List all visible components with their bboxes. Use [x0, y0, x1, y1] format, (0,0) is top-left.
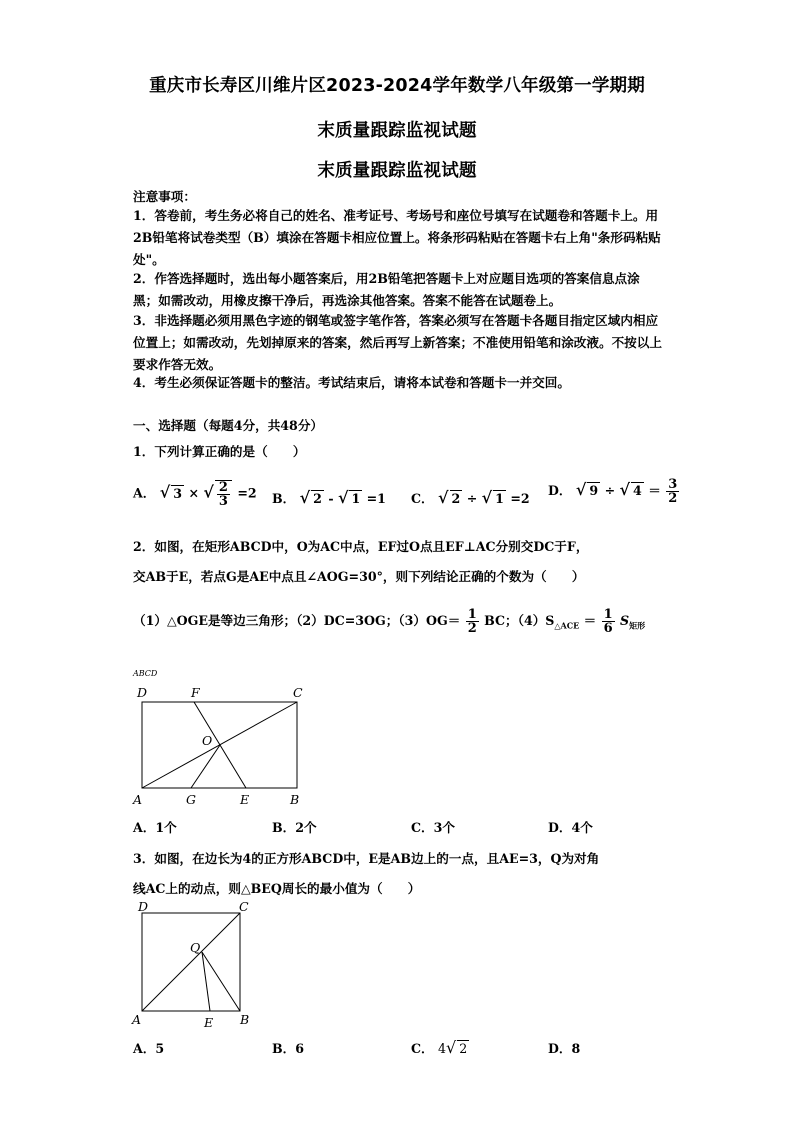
q3-c-value: 4: [438, 1041, 447, 1056]
q3-label-d: D: [138, 899, 149, 914]
q3-segment-qe: [202, 952, 210, 1011]
q1-d-den: 2: [668, 491, 678, 506]
q1-c-r2: 1: [495, 491, 504, 506]
q2-option-a[interactable]: A．1个: [133, 820, 177, 835]
q1-d-div: ÷: [604, 483, 616, 498]
q1-a-label: A．: [133, 485, 156, 501]
q1-c-div: ÷: [466, 491, 478, 506]
q3-c-radicand: 2: [459, 1041, 468, 1056]
q2-c2-sub2: 矩形: [629, 620, 646, 631]
q1-a-radicand: 3: [173, 485, 183, 501]
q3-option-c[interactable]: C． 4√ 2: [411, 1038, 468, 1057]
notice-heading: 注意事项：: [133, 189, 196, 204]
q3-figure: [130, 898, 260, 1033]
q1-b-r1: 2: [313, 491, 322, 506]
section-heading: 一、选择题（每题4分，共48分）: [133, 418, 324, 433]
q1-b-result: =1: [366, 491, 386, 506]
q2-segment-og: [191, 745, 220, 788]
q2-conclusion-1-3: （1）△OGE是等边三角形；（2）DC=3OG；（3）OG＝: [133, 613, 461, 628]
q1-d-eq: ＝: [648, 483, 661, 498]
q2-label-d: D: [137, 685, 148, 700]
q2-label-c: C: [293, 685, 303, 700]
q1-c-label: C．: [411, 491, 434, 506]
q2-label-e: E: [240, 792, 250, 807]
q3-segment-qb: [202, 952, 240, 1011]
q1-a-result: =2: [237, 485, 257, 501]
q3-diagonal-ac: [142, 913, 240, 1011]
q1-d-label: D．: [548, 483, 572, 498]
q1-stem: 1．下列计算正确的是（ ）: [133, 444, 306, 459]
q2-option-d[interactable]: D．4个: [548, 820, 593, 835]
q1-a-times: ×: [188, 485, 199, 501]
q1-option-b[interactable]: B． √ 2 - √ 1 =1: [272, 488, 386, 507]
q1-option-d[interactable]: D． √ 9 ÷ √ 4 ＝ $\frac{3}{2}$: [548, 477, 678, 506]
q1-b-r2: 1: [351, 491, 361, 506]
q3-label-b: B: [240, 1012, 250, 1027]
q1-d-r1: 9: [589, 483, 599, 498]
q2-c2-eq: ＝: [583, 613, 597, 628]
q2-option-c[interactable]: C．3个: [411, 820, 455, 835]
q2-label-a: A: [133, 792, 143, 807]
q1-d-r2: 4: [633, 483, 642, 498]
q2-stem-line-2: 交AB于E，若点G是AE中点且∠AOG=30°，则下列结论正确的个数为（ ）: [133, 569, 585, 584]
q1-a-num: 2: [218, 480, 228, 495]
q2-label-f: F: [191, 685, 200, 700]
q2-c2-s: S: [620, 613, 630, 628]
q1-c-r1: 2: [451, 491, 461, 506]
q2-c1-num: 1: [467, 607, 477, 622]
q2-option-b[interactable]: B．2个: [272, 820, 317, 835]
q3-option-d[interactable]: D．8: [548, 1041, 581, 1056]
q3-label-c: C: [239, 899, 249, 914]
q2-c1-den: 2: [467, 621, 477, 636]
q2-figure: [128, 665, 318, 810]
q2-c2-sub: △ACE: [554, 620, 580, 631]
q3-option-a[interactable]: A．5: [133, 1041, 165, 1056]
q1-option-c[interactable]: C． √ 2 ÷ √ 1 =2: [411, 488, 530, 507]
q2-conclusions: [133, 608, 645, 635]
q3-label-e: E: [204, 1015, 214, 1030]
q1-d-num: 3: [668, 477, 678, 492]
title-line-2: 末质量跟踪监视试题: [317, 121, 477, 141]
notice-item-1: 1．答卷前，考生务必将自己的姓名、准考证号、考场号和座位号填写在试题卷和答题卡上。用2B铅笔将试卷类型（B）填涂在答题卡相应位置上。将条形码粘贴在答题卡右上角"条形码粘贴处"。: [133, 208, 661, 267]
q2-label-o: O: [202, 733, 213, 748]
notice-item-4: 4．考生必须保证答题卡的整洁。考试结束后，请将本试卷和答题卡一并交回。: [133, 375, 570, 390]
q3-label-a: A: [132, 1012, 142, 1027]
q2-c2-den: 6: [603, 621, 613, 636]
q1-b-label: B．: [272, 491, 296, 506]
q3-c-label: C．: [411, 1041, 434, 1056]
q1-a-den: 3: [218, 494, 228, 509]
title-line-3: 末质量跟踪监视试题: [317, 161, 477, 181]
q1-c-result: =2: [510, 491, 530, 506]
q3-stem-line-2: 线AC上的动点，则△BEQ周长的最小值为（ ）: [133, 881, 421, 896]
q1-b-minus: -: [328, 491, 334, 506]
q1-option-a[interactable]: A． √ 3 × √ $\frac{2}{3}$ =2: [133, 480, 257, 509]
notice-item-2: 2．作答选择题时，选出每小题答案后，用2B铅笔把答题卡上对应题目选项的答案信息点涂黑；如需改动，用橡皮擦干净后，再选涂其他答案。答案不能答在试题卷上。: [133, 271, 640, 308]
q3-stem-line-1: 3．如图，在边长为4的正方形ABCD中，E是AB边上的一点，且AE=3，Q为对角: [133, 851, 600, 866]
q3-label-q: Q: [190, 940, 201, 955]
q2-label-b: B: [290, 792, 300, 807]
q2-stem-line-1: 2．如图，在矩形ABCD中，O为AC中点，EF过O点且EF⊥AC分别交DC于F，: [133, 539, 589, 554]
q2-conclusion-4: BC；（4）S: [484, 613, 555, 628]
q2-figure-caption: ABCD: [133, 669, 158, 678]
q2-label-g: G: [186, 792, 196, 807]
q3-option-b[interactable]: B．6: [272, 1041, 305, 1056]
title-line-1: 重庆市长寿区川维片区2023-2024学年数学八年级第一学期期: [149, 76, 645, 96]
notice-item-3: 3．非选择题必须用黑色字迹的钢笔或签字笔作答，答案必须写在答题卡各题目指定区域内相应位置上；如需改动，先划掉原来的答案，然后再写上新答案；不准使用铅笔和涂改液。不按以上要求作答无效。: [133, 313, 662, 372]
q2-c2-num: 1: [603, 607, 613, 622]
